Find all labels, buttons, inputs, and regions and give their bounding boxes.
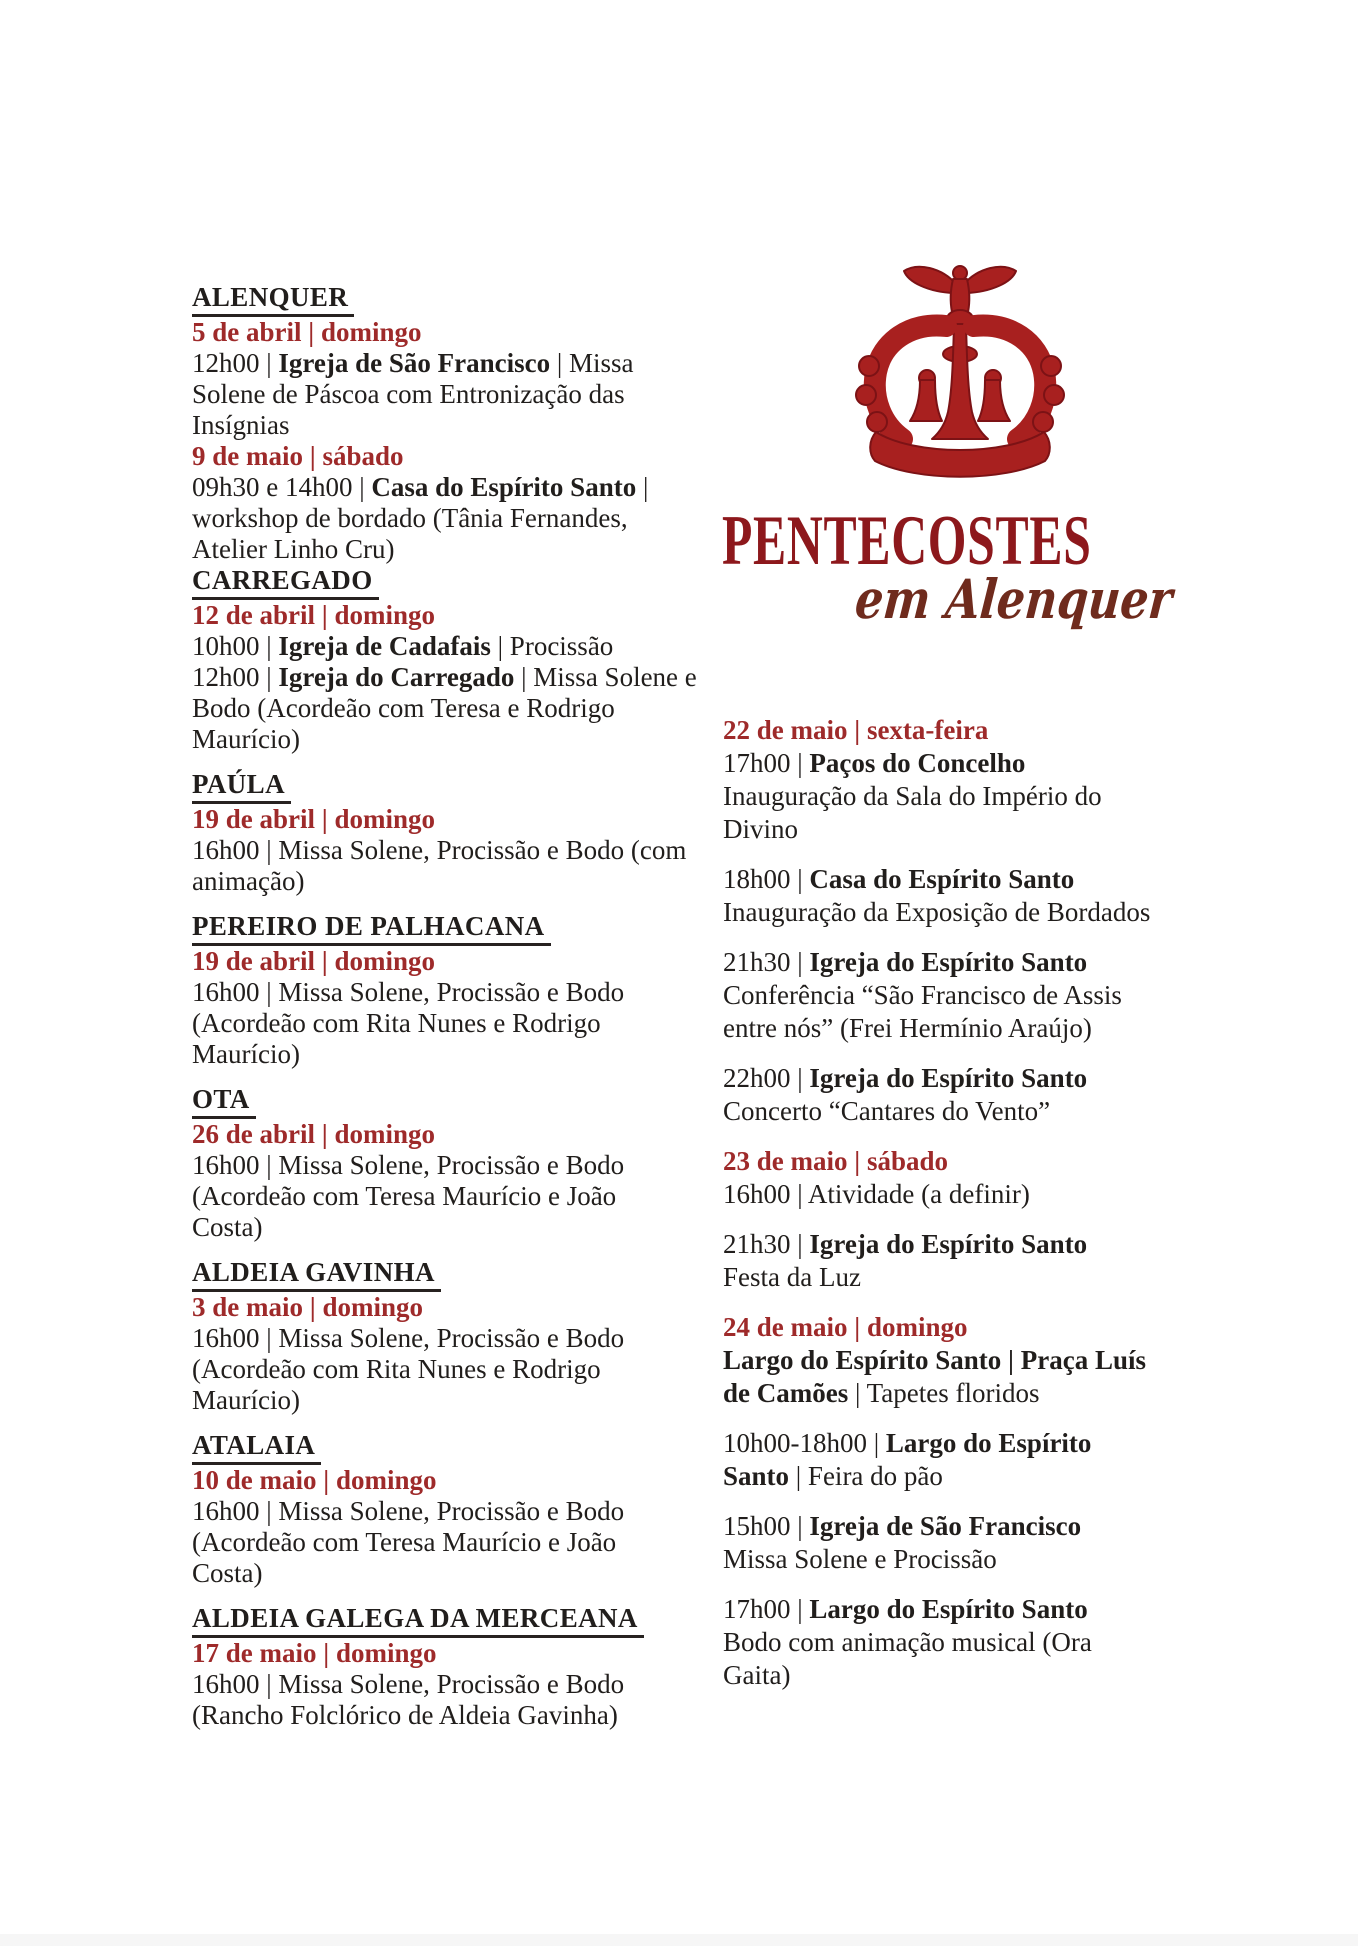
event-date: 22 de maio | sexta-feira <box>723 715 989 745</box>
text-segment: Festa da Luz <box>723 1262 861 1292</box>
event-line <box>192 1700 674 1731</box>
text-segment: (Acordeão com Rita Nunes e Rodrigo <box>192 1354 601 1384</box>
section-header <box>192 282 674 317</box>
event-date: 26 de abril | domingo <box>192 1119 435 1149</box>
event-line <box>723 946 1163 979</box>
event-line <box>723 1593 1163 1626</box>
event-subtitle: em Alenquer <box>852 567 1175 631</box>
text-segment: Bodo com animação musical (Ora <box>723 1627 1092 1657</box>
text-segment: workshop de bordado (Tânia Fernandes, <box>192 503 628 533</box>
event-line <box>192 1354 674 1385</box>
event-line <box>192 1039 674 1070</box>
text-segment: entre nós” (Frei Hermínio Araújo) <box>723 1013 1092 1043</box>
text-segment: 16h00 | Missa Solene, Procissão e Bodo (com <box>192 835 687 865</box>
event-line <box>192 534 674 565</box>
text-segment: 21h30 | <box>723 947 810 977</box>
text-segment: Paços do Concelho <box>809 748 1026 778</box>
event-line <box>723 1344 1163 1377</box>
section-title: ALENQUER <box>192 282 354 317</box>
text-segment: | Tapetes floridos <box>848 1378 1040 1408</box>
event-line <box>192 1558 674 1589</box>
text-segment: Igreja de São Francisco <box>809 1511 1082 1541</box>
section-title: OTA <box>192 1084 256 1119</box>
text-segment: Igreja do Carregado <box>278 662 515 692</box>
event-date: 3 de maio | domingo <box>192 1292 423 1322</box>
text-segment: 17h00 | <box>723 748 810 778</box>
event-date: 10 de maio | domingo <box>192 1465 437 1495</box>
event-line <box>723 1543 1163 1576</box>
text-segment: 18h00 | <box>723 864 810 894</box>
text-segment: 16h00 | Missa Solene, Procissão e Bodo <box>192 1669 625 1699</box>
event-line <box>723 1460 1163 1493</box>
text-segment: 16h00 | Atividade (a definir) <box>723 1179 1030 1209</box>
text-segment: Igreja de Cadafais <box>278 631 491 661</box>
event-line <box>192 724 674 755</box>
event-line <box>192 662 697 693</box>
event-line <box>192 693 674 724</box>
text-segment: Conferência “São Francisco de Assis <box>723 980 1122 1010</box>
section-title: ALDEIA GALEGA DA MERCEANA <box>192 1603 644 1638</box>
event-line <box>723 1261 1163 1294</box>
event-date: 17 de maio | domingo <box>192 1638 437 1668</box>
event-line <box>723 1659 1163 1692</box>
text-segment: Santo <box>723 1461 790 1491</box>
text-segment: Largo do Espírito Santo <box>809 1594 1088 1624</box>
text-segment: 12h00 | <box>192 662 279 692</box>
text-segment: Casa do Espírito Santo <box>371 472 637 502</box>
text-segment: Divino <box>723 814 799 844</box>
event-date: 19 de abril | domingo <box>192 946 435 976</box>
text-segment: Bodo (Acordeão com Teresa e Rodrigo <box>192 693 615 723</box>
scan-edge-strip <box>0 1934 1358 1946</box>
text-segment: Insígnias <box>192 410 290 440</box>
text-segment: (Acordeão com Teresa Maurício e João <box>192 1527 617 1557</box>
section-header <box>192 911 674 946</box>
text-segment: Igreja do Espírito Santo <box>809 947 1088 977</box>
section-header <box>192 1430 674 1465</box>
event-line <box>723 1427 1163 1460</box>
event-line <box>723 1228 1163 1261</box>
event-line <box>723 1626 1163 1659</box>
text-segment: Largo do Espírito Santo | Praça Luís <box>723 1345 1146 1375</box>
text-segment: Igreja de São Francisco <box>278 348 551 378</box>
text-segment: 16h00 | Missa Solene, Procissão e Bodo <box>192 1496 625 1526</box>
text-segment: Costa) <box>192 1212 263 1242</box>
event-line <box>192 1669 674 1700</box>
event-title: PENTECOSTES <box>722 502 1092 580</box>
text-segment: (Acordeão com Rita Nunes e Rodrigo <box>192 1008 601 1038</box>
event-line <box>192 503 674 534</box>
text-segment: Inauguração da Sala do Império do <box>723 781 1102 811</box>
event-line <box>723 979 1163 1012</box>
text-segment: Atelier Linho Cru) <box>192 534 395 564</box>
section-header <box>192 1084 674 1119</box>
crown-dove-icon <box>842 262 1078 482</box>
event-line <box>192 1008 674 1039</box>
event-line <box>723 896 1163 929</box>
event-line <box>192 1527 674 1558</box>
text-segment: Gaita) <box>723 1660 791 1690</box>
section-title: ATALAIA <box>192 1430 321 1465</box>
locations-schedule-column <box>192 282 697 1731</box>
event-date: 9 de maio | sábado <box>192 441 404 471</box>
event-line <box>723 780 1163 813</box>
event-line <box>723 1178 1163 1211</box>
text-segment: Solene de Páscoa com Entronização das <box>192 379 625 409</box>
text-segment: Igreja do Espírito Santo <box>809 1229 1088 1259</box>
event-line <box>723 1012 1163 1045</box>
text-segment: Maurício) <box>192 724 300 754</box>
text-segment: 10h00 | <box>192 631 279 661</box>
text-segment: | <box>636 472 649 502</box>
text-segment: animação) <box>192 866 305 896</box>
section-header <box>192 1257 674 1292</box>
event-line <box>723 813 1163 846</box>
section-title: ALDEIA GAVINHA <box>192 1257 441 1292</box>
text-segment: 10h00-18h00 | <box>723 1428 886 1458</box>
text-segment: Casa do Espírito Santo <box>809 864 1075 894</box>
text-segment: de Camões <box>723 1378 849 1408</box>
section-header <box>192 565 674 600</box>
text-segment: Costa) <box>192 1558 263 1588</box>
event-date: 24 de maio | domingo <box>723 1312 968 1342</box>
section-header <box>192 769 674 804</box>
event-line <box>192 348 674 379</box>
text-segment: 15h00 | <box>723 1511 810 1541</box>
text-segment: (Rancho Folclórico de Aldeia Gavinha) <box>192 1700 618 1730</box>
event-line <box>192 835 687 866</box>
event-date: 23 de maio | sábado <box>723 1146 948 1176</box>
text-segment: 16h00 | Missa Solene, Procissão e Bodo <box>192 977 625 1007</box>
text-segment: Igreja do Espírito Santo <box>809 1063 1088 1093</box>
section-header <box>192 1603 674 1638</box>
event-line <box>192 977 674 1008</box>
event-date: 5 de abril | domingo <box>192 317 422 347</box>
event-line <box>192 1181 674 1212</box>
text-segment: 16h00 | Missa Solene, Procissão e Bodo <box>192 1323 625 1353</box>
text-segment: 12h00 | <box>192 348 279 378</box>
text-segment: | Feira do pão <box>789 1461 943 1491</box>
event-line <box>723 1095 1163 1128</box>
text-segment: | Procissão <box>490 631 614 661</box>
event-line <box>723 1062 1163 1095</box>
text-segment: Maurício) <box>192 1039 300 1069</box>
event-line <box>192 631 674 662</box>
event-line <box>192 410 674 441</box>
event-line <box>192 1496 674 1527</box>
text-segment: 16h00 | Missa Solene, Procissão e Bodo <box>192 1150 625 1180</box>
event-line <box>192 1323 674 1354</box>
pentecost-weekend-schedule-column <box>723 714 1163 1692</box>
text-segment: | Missa Solene e <box>514 662 697 692</box>
event-line <box>723 1377 1163 1410</box>
text-segment: 17h00 | <box>723 1594 810 1624</box>
event-line <box>192 1212 674 1243</box>
event-date: 12 de abril | domingo <box>192 600 435 630</box>
text-segment: Maurício) <box>192 1385 300 1415</box>
text-segment: | Missa <box>550 348 634 378</box>
event-line <box>192 472 674 503</box>
event-line <box>192 1385 674 1416</box>
event-line <box>723 863 1163 896</box>
event-line <box>723 747 1163 780</box>
text-segment: 22h00 | <box>723 1063 810 1093</box>
text-segment: Missa Solene e Procissão <box>723 1544 997 1574</box>
event-line <box>192 379 674 410</box>
text-segment: Largo do Espírito <box>885 1428 1092 1458</box>
event-line <box>723 1510 1163 1543</box>
event-line <box>192 1150 674 1181</box>
section-title: CARREGADO <box>192 565 379 600</box>
event-date: 19 de abril | domingo <box>192 804 435 834</box>
text-segment: (Acordeão com Teresa Maurício e João <box>192 1181 617 1211</box>
event-line <box>192 866 674 897</box>
section-title: PEREIRO DE PALHACANA <box>192 911 551 946</box>
text-segment: 21h30 | <box>723 1229 810 1259</box>
text-segment: 09h30 e 14h00 | <box>192 472 372 502</box>
text-segment: Inauguração da Exposição de Bordados <box>723 897 1151 927</box>
text-segment: Concerto “Cantares do Vento” <box>723 1096 1051 1126</box>
section-title: PAÚLA <box>192 769 291 804</box>
